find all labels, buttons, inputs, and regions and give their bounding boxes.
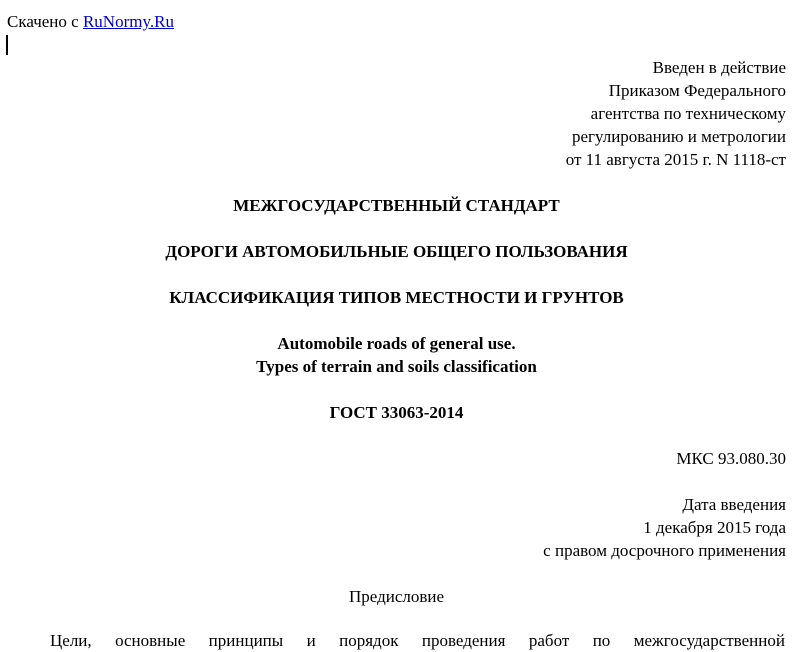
foreword-paragraph-line-1 (50, 630, 785, 652)
runormy-link[interactable]: RuNormy.Ru (82, 12, 174, 31)
english-title-line-1: Automobile roads of general use. (277, 334, 516, 353)
text-cursor (6, 35, 8, 55)
english-title-line-2: Types of terrain and soils classification (256, 357, 537, 376)
foreword-word: межгосударственной (633, 631, 785, 650)
foreword-word: порядок (339, 631, 399, 650)
download-source-line (7, 11, 174, 33)
foreword-word: принципы (208, 631, 284, 650)
foreword-word: по (592, 631, 611, 650)
foreword-word: основные (115, 631, 186, 650)
effective-line-1: Дата введения (682, 495, 786, 514)
introduced-line-3: агентства по техническому (590, 104, 786, 123)
effective-line-3: с правом досрочного применения (543, 541, 786, 560)
standard-type-heading: МЕЖГОСУДАРСТВЕННЫЙ СТАНДАРТ (233, 196, 560, 215)
foreword-word: работ (528, 631, 570, 650)
download-source-prefix: Скачено с (7, 12, 83, 31)
mks-code: МКС 93.080.30 (676, 449, 786, 468)
foreword-word: Цели, (50, 631, 92, 650)
introduced-line-5: от 11 августа 2015 г. N 1118-ст (565, 150, 786, 169)
foreword-word: и (306, 631, 316, 650)
introduced-line-2: Приказом Федерального (608, 81, 786, 100)
standard-name-line-2: КЛАССИФИКАЦИЯ ТИПОВ МЕСТНОСТИ И ГРУНТОВ (169, 288, 624, 307)
effective-line-2: 1 декабря 2015 года (643, 518, 786, 537)
standard-name-line-1: ДОРОГИ АВТОМОБИЛЬНЫЕ ОБЩЕГО ПОЛЬЗОВАНИЯ (165, 242, 628, 261)
introduced-line-4: регулированию и метрологии (571, 127, 786, 146)
gost-code: ГОСТ 33063-2014 (329, 403, 464, 422)
foreword-word: проведения (421, 631, 506, 650)
foreword-heading: Предисловие (348, 587, 445, 606)
introduced-line-1: Введен в действие (652, 58, 786, 77)
